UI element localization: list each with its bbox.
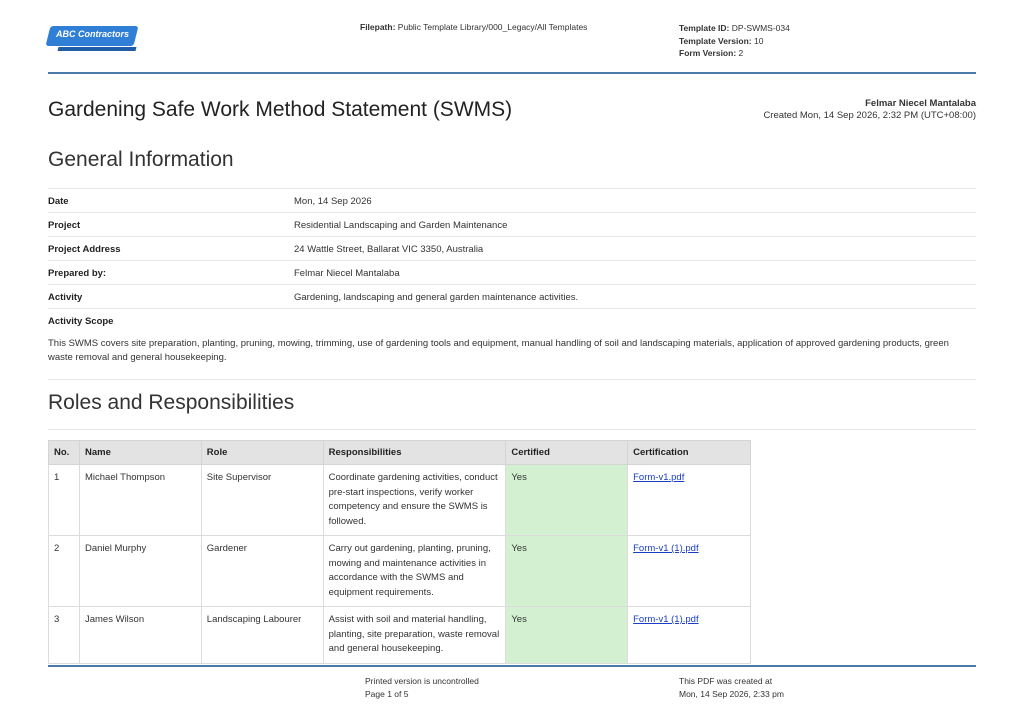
row-number: 1 [49, 465, 80, 536]
certification-link[interactable]: Form-v1 (1).pdf [633, 614, 699, 625]
info-value: Mon, 14 Sep 2026 [294, 196, 372, 207]
page-header [48, 0, 976, 74]
template-meta [679, 22, 790, 60]
column-header: No. [49, 441, 80, 465]
page-number: Page 1 of 5 [365, 689, 409, 699]
info-row-project [48, 212, 976, 236]
general-information-table [48, 188, 976, 380]
uncontrolled-notice: Printed version is uncontrolled [365, 676, 479, 686]
info-label: Project [48, 220, 81, 231]
company-logo [48, 26, 138, 52]
row-role: Landscaping Labourer [201, 607, 323, 664]
certification-link[interactable]: Form-v1.pdf [633, 472, 685, 483]
row-certification [628, 465, 751, 536]
table-row [49, 465, 751, 536]
row-certified: Yes [506, 536, 628, 607]
column-header: Name [79, 441, 201, 465]
table-row [49, 536, 751, 607]
logo-subtext-bar [58, 47, 137, 51]
info-value: 24 Wattle Street, Ballarat VIC 3350, Australia [294, 244, 484, 255]
info-label: Date [48, 196, 69, 207]
title-row [48, 96, 976, 128]
table-header-row [49, 441, 751, 465]
info-row-project-address [48, 236, 976, 260]
activity-scope-text: This SWMS covers site preparation, planting, pruning, mowing, trimming, use of gardening tools and equipment, manual handling of soil and landscaping materials, application of approved gardening products, green waste removal and general housekeeping. [48, 338, 949, 363]
info-value: Felmar Niecel Mantalaba [294, 268, 400, 279]
row-certification [628, 607, 751, 664]
pdf-created-label: This PDF was created at [679, 676, 773, 686]
form-version-value: 2 [738, 48, 744, 58]
row-name: Daniel Murphy [79, 536, 201, 607]
row-responsibilities: Assist with soil and material handling, planting, site preparation, waste removal and general housekeeping. [323, 607, 506, 664]
row-number: 3 [49, 607, 80, 664]
info-value: Gardening, landscaping and general garden maintenance activities. [294, 292, 579, 303]
created-date: Created Mon, 14 Sep 2026, 2:32 PM (UTC+08:00) [763, 110, 976, 121]
author-name: Felmar Niecel Mantalaba [865, 98, 976, 109]
row-name: Michael Thompson [79, 465, 201, 536]
info-row-activity [48, 284, 976, 308]
info-row-date [48, 188, 976, 212]
info-row-prepared-by [48, 260, 976, 284]
certification-link[interactable]: Form-v1 (1).pdf [633, 543, 699, 554]
roles-table [48, 440, 751, 664]
filepath-value: Public Template Library/000_Legacy/All Templates [397, 22, 588, 32]
filepath [360, 22, 587, 32]
activity-scope-label: Activity Scope [48, 316, 114, 327]
footer-right [679, 675, 784, 701]
info-value: Residential Landscaping and Garden Maintenance [294, 220, 508, 231]
column-header: Role [201, 441, 323, 465]
table-row [49, 607, 751, 664]
row-responsibilities: Carry out gardening, planting, pruning, mowing and maintenance activities in accordance with the SWMS and equipment requirements. [323, 536, 506, 607]
footer-center [365, 675, 479, 701]
row-certified: Yes [506, 607, 628, 664]
page-footer [48, 665, 976, 699]
document-title: Gardening Safe Work Method Statement (SWMS) [48, 98, 513, 121]
column-header: Certified [506, 441, 628, 465]
template-version-value: 10 [753, 35, 764, 46]
column-header: Responsibilities [323, 441, 506, 465]
pdf-created-value: Mon, 14 Sep 2026, 2:33 pm [679, 689, 784, 699]
logo-text: ABC Contractors [56, 29, 130, 39]
row-certified: Yes [506, 465, 628, 536]
template-id-value: DP-SWMS-034 [731, 23, 790, 33]
row-number: 2 [49, 536, 80, 607]
row-certification [628, 536, 751, 607]
row-role: Site Supervisor [201, 465, 323, 536]
info-label: Prepared by: [48, 268, 107, 279]
info-label: Activity [48, 292, 83, 303]
row-role: Gardener [201, 536, 323, 607]
row-responsibilities: Coordinate gardening activities, conduct pre-start inspections, verify worker competency and ensure the SWMS is followed. [323, 465, 506, 536]
template-id-label: Template ID: [679, 23, 730, 33]
general-information-heading: General Information [48, 148, 234, 171]
template-version-label: Template Version: [679, 35, 752, 46]
filepath-label: Filepath: [360, 22, 396, 32]
info-label: Project Address [48, 244, 121, 255]
form-version-label: Form Version: [679, 48, 737, 58]
author-block [763, 98, 976, 122]
activity-scope [48, 308, 976, 380]
roles-heading: Roles and Responsibilities [48, 391, 295, 414]
column-header: Certification [628, 441, 751, 465]
divider [48, 429, 976, 430]
row-name: James Wilson [79, 607, 201, 664]
